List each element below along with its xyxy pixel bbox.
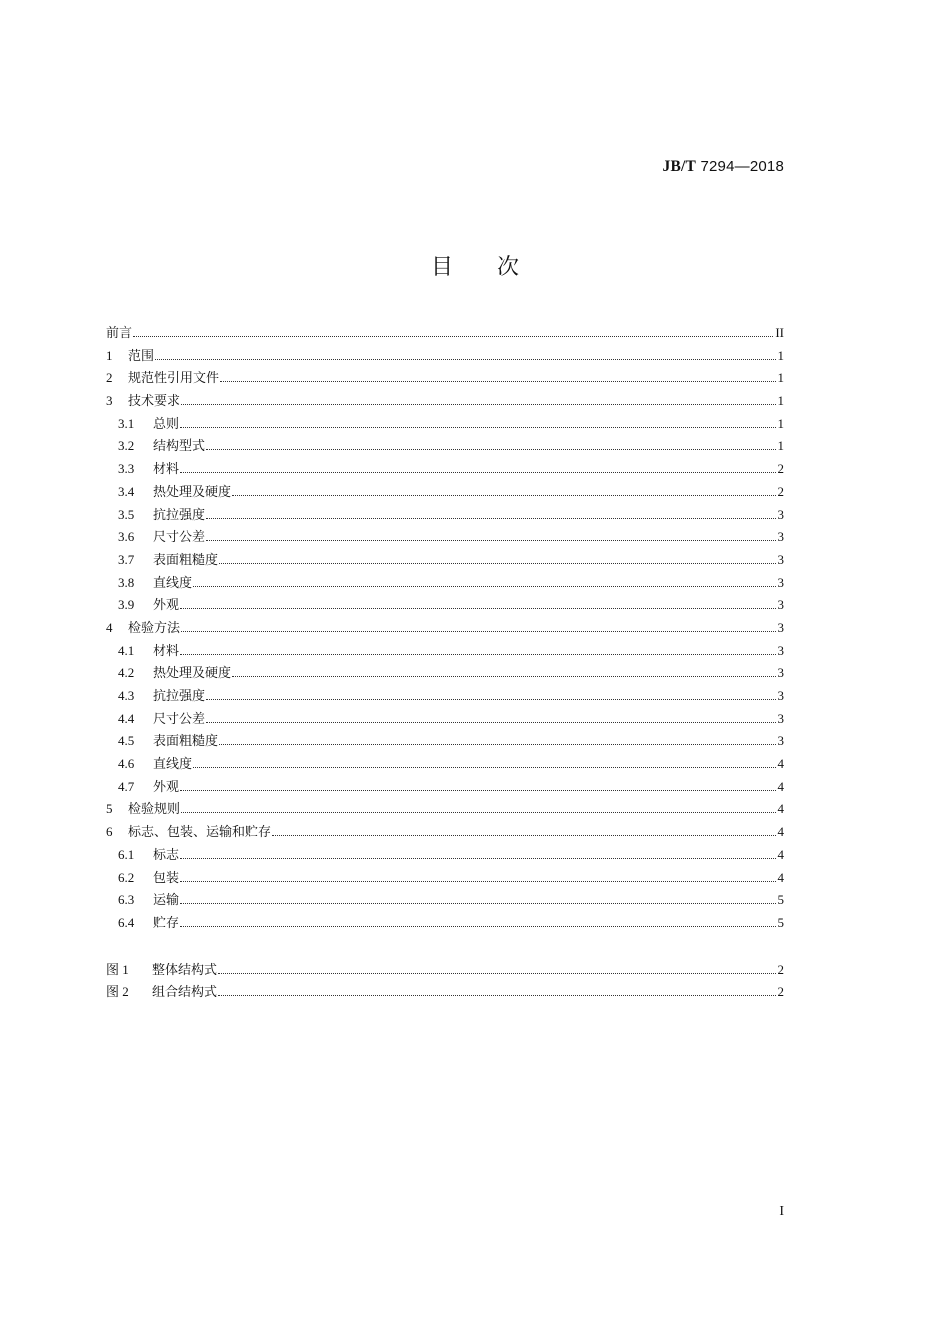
toc-entry-label: 材料 bbox=[153, 643, 180, 659]
toc-entry-page: 5 bbox=[777, 914, 784, 930]
toc-entry-page: 2 bbox=[777, 961, 784, 977]
toc-entry-page: 1 bbox=[777, 438, 784, 454]
toc-entry[interactable] bbox=[106, 481, 784, 504]
toc-entry-number: 图 1 bbox=[106, 961, 129, 977]
toc-entry-number: 4.2 bbox=[118, 665, 135, 681]
toc-dot-leader bbox=[180, 427, 775, 428]
toc-entry-number: 6 bbox=[106, 824, 113, 840]
toc-entry-label: 标志 bbox=[153, 847, 180, 863]
toc-entry-number: 4.6 bbox=[118, 756, 135, 772]
toc-entry-page: 4 bbox=[777, 778, 784, 794]
toc-entry-label: 检验规则 bbox=[128, 802, 181, 818]
toc-entry-number: 3.8 bbox=[118, 574, 135, 590]
toc-entry[interactable] bbox=[106, 526, 784, 549]
toc-entry-page: 3 bbox=[777, 597, 784, 613]
toc-dot-leader bbox=[220, 381, 775, 382]
toc-entry-label: 抗拉强度 bbox=[153, 689, 206, 704]
toc-entry-page: 1 bbox=[777, 415, 784, 431]
toc-entry-page: 1 bbox=[777, 370, 784, 386]
toc-entry-number: 图 2 bbox=[106, 984, 129, 1000]
toc-entries bbox=[106, 322, 784, 935]
toc-entry[interactable] bbox=[106, 458, 784, 481]
toc-entry-label: 抗拉强度 bbox=[153, 507, 206, 523]
toc-entry-number: 3.5 bbox=[118, 506, 135, 522]
toc-entry[interactable] bbox=[106, 390, 784, 413]
toc-dot-leader bbox=[206, 449, 775, 450]
toc-entry-number: 4.7 bbox=[118, 778, 135, 794]
toc-entry-label: 尺寸公差 bbox=[153, 711, 206, 727]
toc-entry-label: 贮存 bbox=[153, 915, 180, 931]
toc-entry-label: 包装 bbox=[153, 870, 180, 886]
toc-dot-leader bbox=[181, 404, 775, 405]
toc-dot-leader bbox=[206, 722, 775, 723]
toc-title bbox=[0, 250, 950, 281]
toc-entry-page: 3 bbox=[777, 642, 784, 658]
toc-entry[interactable] bbox=[106, 572, 784, 595]
toc-dot-leader bbox=[232, 676, 775, 677]
toc-entry-page: 3 bbox=[777, 574, 784, 590]
toc-dot-leader bbox=[193, 767, 775, 768]
toc-entry-label: 直线度 bbox=[153, 575, 193, 591]
toc-entry[interactable] bbox=[106, 662, 784, 685]
toc-entry-page: 3 bbox=[777, 506, 784, 522]
toc-dot-leader bbox=[180, 903, 775, 904]
toc-entry-page: 4 bbox=[777, 846, 784, 862]
toc-entry-label: 运输 bbox=[153, 893, 180, 909]
toc-dot-leader bbox=[180, 858, 775, 859]
toc-entry[interactable] bbox=[106, 413, 784, 436]
toc-entry-page: 2 bbox=[777, 984, 784, 1000]
toc-dot-leader bbox=[193, 586, 775, 587]
toc-entry-label: 前言 bbox=[106, 326, 133, 341]
toc-entry-number: 6.3 bbox=[118, 892, 135, 908]
toc-title-char-1: 目 bbox=[430, 255, 453, 280]
toc-entry-label: 组合结构式 bbox=[152, 985, 218, 1001]
toc-entry-page: 3 bbox=[777, 665, 784, 681]
toc-dot-leader bbox=[272, 835, 775, 836]
toc-entry-number: 3.2 bbox=[118, 438, 135, 454]
table-of-contents bbox=[106, 322, 784, 1004]
toc-entry[interactable] bbox=[106, 640, 784, 663]
toc-dot-leader bbox=[181, 812, 775, 813]
toc-entry[interactable] bbox=[106, 867, 784, 890]
toc-entry-number: 1 bbox=[106, 347, 113, 363]
toc-dot-leader bbox=[180, 790, 775, 791]
toc-dot-leader bbox=[181, 631, 775, 632]
toc-entry-number: 6.2 bbox=[118, 869, 135, 885]
toc-entry-number: 4 bbox=[106, 619, 113, 635]
toc-entry-number: 6.1 bbox=[118, 846, 135, 862]
toc-entry-page: 2 bbox=[777, 461, 784, 477]
toc-entry-number: 4.4 bbox=[118, 710, 135, 726]
toc-dot-leader bbox=[219, 744, 775, 745]
toc-dot-leader bbox=[180, 926, 775, 927]
toc-entry[interactable] bbox=[106, 504, 784, 527]
toc-entry-page: 4 bbox=[777, 824, 784, 840]
toc-entry[interactable] bbox=[106, 959, 784, 982]
toc-entry-label: 热处理及硬度 bbox=[153, 484, 232, 500]
toc-entry[interactable] bbox=[106, 685, 784, 708]
standard-code bbox=[663, 158, 784, 176]
toc-entry-page: 3 bbox=[777, 551, 784, 567]
toc-entry-number: 5 bbox=[106, 801, 113, 817]
standard-code-number: 7294—2018 bbox=[700, 158, 784, 175]
toc-entry-label: 结构型式 bbox=[153, 439, 206, 455]
toc-dot-leader bbox=[180, 654, 775, 655]
page-number: I bbox=[779, 1204, 784, 1219]
toc-entry-page: 4 bbox=[777, 756, 784, 772]
toc-entry-page: 3 bbox=[777, 688, 784, 703]
toc-entry[interactable] bbox=[106, 798, 784, 821]
toc-entry-page: 3 bbox=[777, 529, 784, 545]
toc-entry-page: 4 bbox=[777, 869, 784, 885]
toc-entry-label: 表面粗糙度 bbox=[153, 734, 219, 750]
toc-dot-leader bbox=[180, 472, 775, 473]
toc-entry-number: 4.1 bbox=[118, 642, 135, 658]
toc-entry[interactable] bbox=[106, 435, 784, 458]
toc-entry-label: 尺寸公差 bbox=[153, 530, 206, 546]
toc-entry-page: 3 bbox=[777, 619, 784, 635]
figure-entries bbox=[106, 959, 784, 1004]
toc-entry-number: 3.4 bbox=[118, 483, 135, 499]
toc-entry[interactable] bbox=[106, 617, 784, 640]
toc-dot-leader bbox=[206, 540, 775, 541]
toc-dot-leader bbox=[180, 881, 775, 882]
toc-entry[interactable] bbox=[106, 912, 784, 935]
toc-dot-leader bbox=[180, 608, 775, 609]
toc-entry[interactable] bbox=[106, 889, 784, 912]
toc-entry-label: 外观 bbox=[153, 598, 180, 614]
toc-entry-number: 6.4 bbox=[118, 914, 135, 930]
toc-dot-leader bbox=[219, 563, 775, 564]
toc-entry-label: 整体结构式 bbox=[152, 962, 218, 978]
toc-entry[interactable] bbox=[106, 730, 784, 753]
toc-entry[interactable] bbox=[106, 821, 784, 844]
toc-entry[interactable] bbox=[106, 345, 784, 368]
toc-entry-number: 3.6 bbox=[118, 529, 135, 545]
toc-entry-label: 直线度 bbox=[153, 757, 193, 773]
toc-entry[interactable] bbox=[106, 844, 784, 867]
toc-entry-page: 3 bbox=[777, 733, 784, 749]
toc-entry-label: 规范性引用文件 bbox=[128, 371, 220, 387]
toc-entry-page: 1 bbox=[777, 347, 784, 363]
toc-entry-number: 3.7 bbox=[118, 551, 135, 567]
toc-entry-page: 1 bbox=[777, 393, 784, 409]
standard-code-prefix: JB/T bbox=[662, 158, 697, 175]
toc-dot-leader bbox=[155, 359, 775, 360]
toc-entry-page: 4 bbox=[777, 801, 784, 817]
toc-entry[interactable] bbox=[106, 708, 784, 731]
toc-entry-number: 3 bbox=[106, 393, 113, 409]
toc-entry-label: 热处理及硬度 bbox=[153, 666, 232, 682]
toc-entry[interactable] bbox=[106, 776, 784, 799]
toc-entry-number: 4.5 bbox=[118, 733, 135, 749]
toc-title-char-2: 次 bbox=[497, 255, 520, 280]
toc-entry-label: 总则 bbox=[153, 416, 180, 432]
toc-dot-leader bbox=[218, 995, 775, 996]
toc-entry-label: 标志、包装、运输和贮存 bbox=[128, 825, 272, 841]
toc-entry[interactable] bbox=[106, 549, 784, 572]
toc-entry-number: 3.9 bbox=[118, 597, 135, 613]
toc-entry-label: 范围 bbox=[128, 348, 155, 364]
toc-entry-page: II bbox=[775, 325, 784, 340]
toc-entry[interactable] bbox=[106, 322, 784, 345]
toc-entry-label: 技术要求 bbox=[128, 394, 181, 410]
toc-entry[interactable] bbox=[106, 981, 784, 1004]
toc-dot-leader bbox=[218, 973, 775, 974]
toc-entry-page: 3 bbox=[777, 710, 784, 726]
toc-entry-label: 外观 bbox=[153, 779, 180, 795]
toc-dot-leader bbox=[206, 518, 775, 519]
toc-entry-number: 3.3 bbox=[118, 461, 135, 477]
toc-entry[interactable] bbox=[106, 753, 784, 776]
toc-entry-label: 表面粗糙度 bbox=[153, 552, 219, 568]
toc-dot-leader bbox=[232, 495, 775, 496]
toc-dot-leader bbox=[206, 699, 775, 700]
toc-entry-page: 5 bbox=[777, 892, 784, 908]
toc-dot-leader bbox=[133, 336, 773, 337]
toc-entry[interactable] bbox=[106, 367, 784, 390]
toc-entry-number: 4.3 bbox=[118, 688, 135, 703]
toc-entry-label: 检验方法 bbox=[128, 620, 181, 636]
toc-entry-label: 材料 bbox=[153, 462, 180, 478]
toc-entry[interactable] bbox=[106, 594, 784, 617]
toc-entry-number: 3.1 bbox=[118, 415, 135, 431]
toc-entry-page: 2 bbox=[777, 483, 784, 499]
toc-entry-number: 2 bbox=[106, 370, 113, 386]
